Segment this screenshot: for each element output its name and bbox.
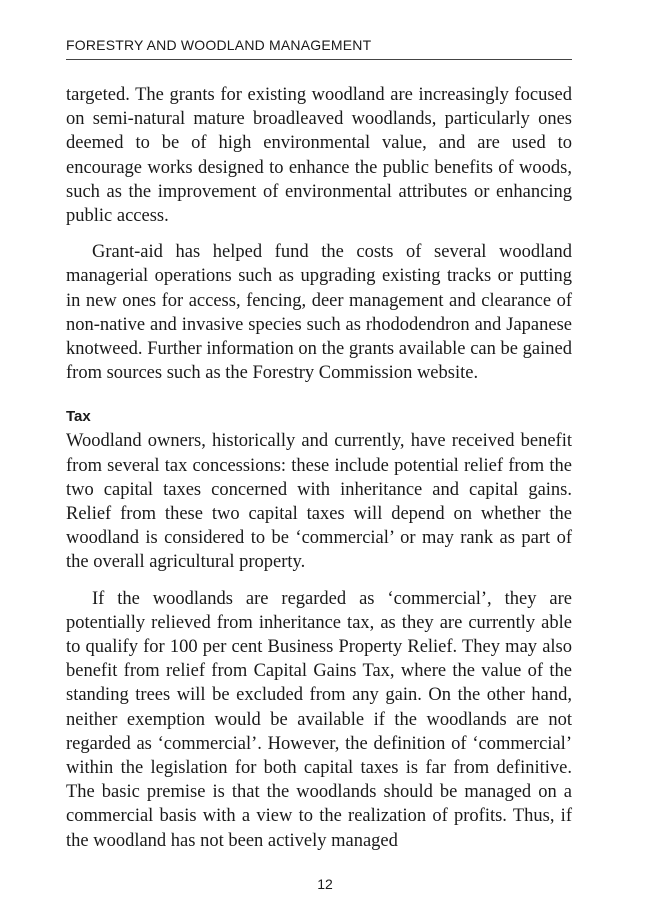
page-number: 12	[317, 876, 333, 892]
section-spacer	[66, 385, 572, 407]
paragraph-tax-concessions: Woodland owners, historically and currently, have received benefit from several tax concessions: these include potential relief from the two capital taxes concerned with inheritance and capital gains. Relief from these two capital taxes will depend on whether the woodland is considered to be ‘commercial’ or may rank as part of the overall agricultural property.	[66, 431, 572, 573]
paragraph-grant-aid: Grant-aid has helped fund the costs of several woodland managerial operations such as upgrading existing tracks or putting in new ones for access, fencing, deer management and clearance of non-native and invasive species such as rhododendron and Japanese knotweed. Further information on the grants available can be gained from sources such as the Forestry Commission website.	[66, 242, 572, 384]
section-heading-tax: Tax	[66, 408, 91, 426]
paragraph-grants-existing-woodland: targeted. The grants for existing woodland are increasingly focused on semi-natural mature broadleaved woodlands, particularly ones deemed to be of high environmental value, and are used to encourage works designed to enhance the public benefits of woods, such as the improvement of environmental attributes or enhancing public access.	[66, 85, 572, 227]
paragraph-spacer	[66, 228, 572, 240]
paragraph-spacer	[66, 575, 572, 587]
paragraph-commercial-woodlands: If the woodlands are regarded as ‘commercial’, they are potentially relieved from inheritance tax, as they are currently able to qualify for 100 per cent Business Property Relief. They may also benefit from relief from Capital Gains Tax, where the value of the standing trees will be excluded from any gain. On the other hand, neither exemption would be available if the woodlands are not regarded as ‘commercial’. However, the definition of ‘commercial’ within the legislation for both capital taxes is far from definitive. The basic premise is that the woodlands should be managed on a commercial basis with a view to the realization of profits. Thus, if the woodland has not been actively managed	[66, 588, 572, 851]
running-header: FORESTRY AND WOODLAND MANAGEMENT	[66, 37, 572, 60]
page-body	[66, 83, 572, 853]
